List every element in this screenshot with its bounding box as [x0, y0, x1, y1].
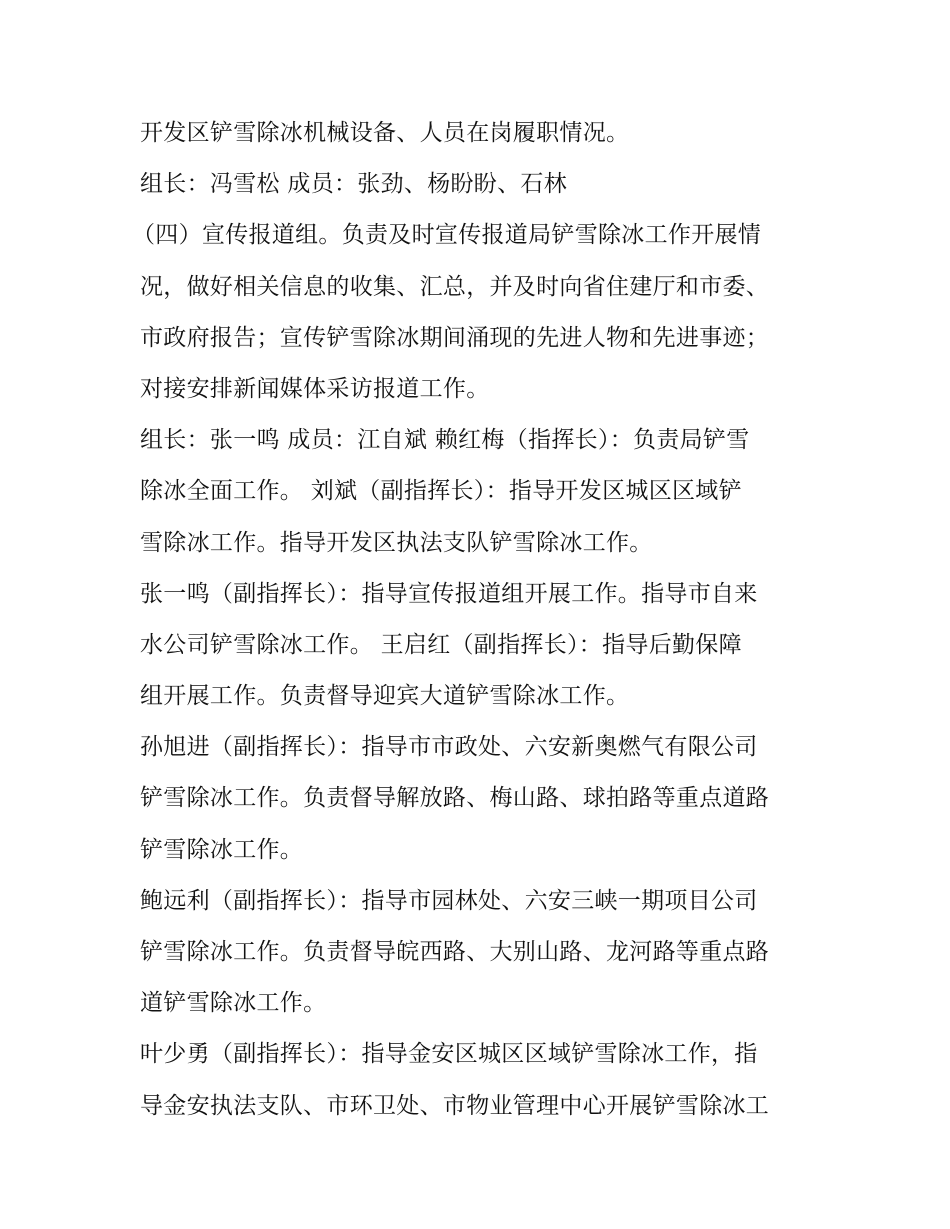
text-line-14: 铲雪除冰工作。负责督导解放路、梅山路、球拍路等重点道路	[140, 785, 770, 812]
text-line-7: 组长：张一鸣 成员：江自斌 赖红梅（指挥长）：负责局铲雪	[140, 427, 750, 454]
document-body	[132, 108, 830, 1132]
text-line-1: 开发区铲雪除冰机械设备、人员在岗履职情况。	[140, 120, 630, 146]
text-line-9: 雪除冰工作。指导开发区执法支队铲雪除冰工作。	[140, 529, 653, 556]
text-line-19: 叶少勇（副指挥长）：指导金安区城区区域铲雪除冰工作，指	[140, 1041, 758, 1068]
text-line-18: 道铲雪除冰工作。	[140, 990, 327, 1017]
text-line-13: 孙旭进（副指挥长）：指导市市政处、六安新奥燃气有限公司	[140, 734, 758, 761]
text-line-3: （四）宣传报道组。负责及时宣传报道局铲雪除冰工作开展情	[132, 222, 762, 249]
text-line-4: 况，做好相关信息的收集、汇总，并及时向省住建厅和市委、	[140, 273, 770, 300]
text-line-2: 组长：冯雪松 成员：张劲、杨盼盼、石林	[140, 171, 568, 198]
text-line-15: 铲雪除冰工作。	[140, 836, 304, 863]
text-line-20: 导金安执法支队、市环卫处、市物业管理中心开展铲雪除冰工	[140, 1092, 770, 1119]
text-line-11: 水公司铲雪除冰工作。 王启红（副指挥长）：指导后勤保障	[140, 631, 742, 658]
text-line-8: 除冰全面工作。 刘斌（副指挥长）：指导开发区城区区域铲	[140, 478, 742, 505]
text-line-10: 张一鸣（副指挥长）：指导宣传报道组开展工作。指导市自来	[140, 580, 758, 607]
text-line-6: 对接安排新闻媒体采访报道工作。	[140, 375, 490, 402]
text-line-17: 铲雪除冰工作。负责督导皖西路、大别山路、龙河路等重点路	[140, 939, 770, 965]
text-line-16: 鲍远利（副指挥长）：指导市园林处、六安三峡一期项目公司	[140, 887, 758, 914]
text-line-12: 组开展工作。负责督导迎宾大道铲雪除冰工作。	[140, 683, 630, 710]
text-line-5: 市政府报告；宣传铲雪除冰期间涌现的先进人物和先进事迹；	[140, 324, 770, 351]
